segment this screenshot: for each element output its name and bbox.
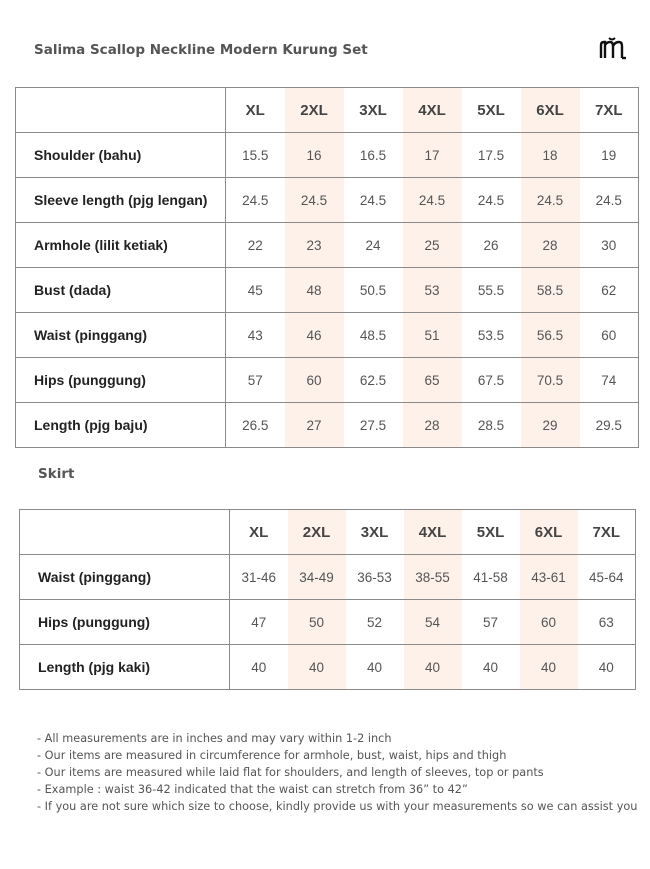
table-row	[16, 403, 639, 448]
measurement-cell: 17.5	[462, 133, 521, 178]
note-item: - If you are not sure which size to choose, kindly provide us with your measurements so we can assist you	[37, 800, 638, 813]
page-title: Salima Scallop Neckline Modern Kurung Set	[34, 42, 368, 58]
size-header: 2XL	[285, 88, 344, 133]
measurement-cell: 60	[580, 313, 639, 358]
measurement-cell: 45	[226, 268, 285, 313]
size-header: 4XL	[403, 88, 462, 133]
measurement-cell: 63	[578, 600, 636, 645]
measurement-cell: 16.5	[344, 133, 403, 178]
note-item: - Our items are measured while laid flat for shoulders, and length of sleeves, top or pants	[37, 766, 544, 779]
measurement-cell: 16	[285, 133, 344, 178]
header-row	[20, 510, 636, 555]
measurement-cell: 36-53	[346, 555, 404, 600]
measurement-cell: 60	[285, 358, 344, 403]
corner-cell	[20, 510, 230, 555]
row-label: Hips (punggung)	[20, 600, 230, 645]
measurement-cell: 58.5	[521, 268, 580, 313]
row-label: Hips (punggung)	[16, 358, 226, 403]
measurement-cell: 41-58	[462, 555, 520, 600]
row-label: Length (pjg baju)	[16, 403, 226, 448]
table-row	[20, 600, 636, 645]
measurement-cell: 26	[462, 223, 521, 268]
table-row	[16, 313, 639, 358]
table-row	[16, 178, 639, 223]
size-header: 5XL	[462, 510, 520, 555]
measurement-cell: 50	[288, 600, 346, 645]
measurement-cell: 53	[403, 268, 462, 313]
corner-cell	[16, 88, 226, 133]
measurement-cell: 54	[404, 600, 462, 645]
measurement-cell: 40	[404, 645, 462, 690]
skirt-size-table	[19, 509, 636, 690]
measurement-cell: 24.5	[462, 178, 521, 223]
measurement-cell: 48	[285, 268, 344, 313]
measurement-notes	[37, 730, 637, 815]
measurement-cell: 30	[580, 223, 639, 268]
measurement-cell: 47	[230, 600, 288, 645]
measurement-cell: 56.5	[521, 313, 580, 358]
measurement-cell: 52	[346, 600, 404, 645]
row-label: Sleeve length (pjg lengan)	[16, 178, 226, 223]
table-row	[16, 358, 639, 403]
measurement-cell: 40	[230, 645, 288, 690]
note-item: - Our items are measured in circumference for armhole, bust, waist, hips and thigh	[37, 749, 507, 762]
measurement-cell: 24.5	[285, 178, 344, 223]
measurement-cell: 26.5	[226, 403, 285, 448]
m-monogram-logo	[598, 28, 634, 64]
measurement-cell: 53.5	[462, 313, 521, 358]
note-item: - All measurements are in inches and may vary within 1-2 inch	[37, 732, 392, 745]
measurement-cell: 43	[226, 313, 285, 358]
measurement-cell: 29	[521, 403, 580, 448]
size-header: 6XL	[521, 88, 580, 133]
size-header: 7XL	[580, 88, 639, 133]
measurement-cell: 24.5	[344, 178, 403, 223]
top-size-table	[15, 87, 639, 448]
measurement-cell: 38-55	[404, 555, 462, 600]
measurement-cell: 28	[403, 403, 462, 448]
table-row	[20, 645, 636, 690]
measurement-cell: 29.5	[580, 403, 639, 448]
size-header: 6XL	[520, 510, 578, 555]
measurement-cell: 46	[285, 313, 344, 358]
measurement-cell: 28	[521, 223, 580, 268]
measurement-cell: 60	[520, 600, 578, 645]
measurement-cell: 43-61	[520, 555, 578, 600]
measurement-cell: 24.5	[580, 178, 639, 223]
measurement-cell: 24.5	[226, 178, 285, 223]
measurement-cell: 24.5	[521, 178, 580, 223]
measurement-cell: 22	[226, 223, 285, 268]
note-item: - Example : waist 36-42 indicated that the waist can stretch from 36” to 42”	[37, 783, 468, 796]
size-header: 4XL	[404, 510, 462, 555]
measurement-cell: 74	[580, 358, 639, 403]
row-label: Armhole (lilit ketiak)	[16, 223, 226, 268]
size-header: 2XL	[288, 510, 346, 555]
row-label: Length (pjg kaki)	[20, 645, 230, 690]
measurement-cell: 25	[403, 223, 462, 268]
measurement-cell: 45-64	[578, 555, 636, 600]
measurement-cell: 40	[578, 645, 636, 690]
row-label: Bust (dada)	[16, 268, 226, 313]
measurement-cell: 27.5	[344, 403, 403, 448]
measurement-cell: 27	[285, 403, 344, 448]
measurement-cell: 55.5	[462, 268, 521, 313]
measurement-cell: 57	[462, 600, 520, 645]
size-header: XL	[226, 88, 285, 133]
measurement-cell: 24.5	[403, 178, 462, 223]
table-row	[16, 133, 639, 178]
skirt-section-title: Skirt	[38, 466, 75, 482]
measurement-cell: 51	[403, 313, 462, 358]
row-label: Waist (pinggang)	[16, 313, 226, 358]
measurement-cell: 50.5	[344, 268, 403, 313]
measurement-cell: 65	[403, 358, 462, 403]
measurement-cell: 40	[520, 645, 578, 690]
size-header: 3XL	[344, 88, 403, 133]
measurement-cell: 24	[344, 223, 403, 268]
measurement-cell: 67.5	[462, 358, 521, 403]
measurement-cell: 18	[521, 133, 580, 178]
measurement-cell: 40	[288, 645, 346, 690]
row-label: Shoulder (bahu)	[16, 133, 226, 178]
table-row	[16, 223, 639, 268]
measurement-cell: 57	[226, 358, 285, 403]
size-header: XL	[230, 510, 288, 555]
table-row	[16, 268, 639, 313]
size-header: 7XL	[578, 510, 636, 555]
table-row	[20, 555, 636, 600]
header-row	[16, 88, 639, 133]
measurement-cell: 28.5	[462, 403, 521, 448]
measurement-cell: 48.5	[344, 313, 403, 358]
size-header: 5XL	[462, 88, 521, 133]
measurement-cell: 31-46	[230, 555, 288, 600]
row-label: Waist (pinggang)	[20, 555, 230, 600]
measurement-cell: 40	[346, 645, 404, 690]
measurement-cell: 70.5	[521, 358, 580, 403]
measurement-cell: 17	[403, 133, 462, 178]
measurement-cell: 62.5	[344, 358, 403, 403]
measurement-cell: 19	[580, 133, 639, 178]
measurement-cell: 15.5	[226, 133, 285, 178]
measurement-cell: 34-49	[288, 555, 346, 600]
size-header: 3XL	[346, 510, 404, 555]
measurement-cell: 40	[462, 645, 520, 690]
measurement-cell: 23	[285, 223, 344, 268]
measurement-cell: 62	[580, 268, 639, 313]
